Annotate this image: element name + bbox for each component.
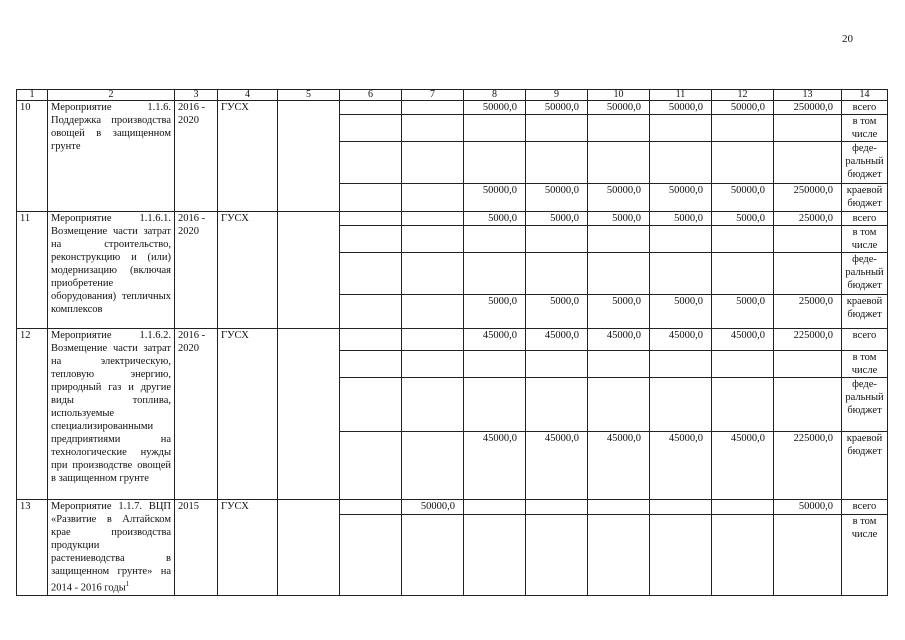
year-value: 50000,0 — [588, 184, 650, 212]
funding-source: в том числе — [842, 351, 888, 378]
year-value: 50000,0 — [464, 101, 526, 115]
year-value — [650, 351, 712, 378]
year-value — [712, 378, 774, 432]
year-value: 5000,0 — [526, 295, 588, 329]
year-value — [650, 514, 712, 595]
col6-cell — [340, 101, 402, 115]
year-value: 5000,0 — [526, 212, 588, 226]
year-value — [526, 514, 588, 595]
total-value — [774, 351, 842, 378]
col5-cell — [278, 500, 340, 596]
total-value: 25000,0 — [774, 212, 842, 226]
year-value: 5000,0 — [464, 295, 526, 329]
year-value: 5000,0 — [464, 212, 526, 226]
year-value — [526, 226, 588, 253]
col-header: 2 — [48, 90, 175, 101]
table-row — [17, 212, 888, 226]
col7-value — [402, 378, 464, 432]
funding-source: краевой бюджет — [842, 432, 888, 500]
col7-value — [402, 253, 464, 295]
footnote-marker: 1 — [125, 580, 130, 588]
col7-value — [402, 212, 464, 226]
year-value — [712, 142, 774, 184]
col-header: 5 — [278, 90, 340, 101]
funding-source: всего — [842, 101, 888, 115]
col-header: 7 — [402, 90, 464, 101]
col-header: 10 — [588, 90, 650, 101]
col7-value — [402, 226, 464, 253]
column-header-row — [17, 90, 888, 101]
measure-name — [48, 329, 175, 500]
year-value: 50000,0 — [464, 184, 526, 212]
funding-source: в том числе — [842, 115, 888, 142]
year-value — [650, 115, 712, 142]
year-value — [712, 514, 774, 595]
total-value: 250000,0 — [774, 101, 842, 115]
col5-cell — [278, 329, 340, 500]
measure-name — [48, 500, 175, 596]
col7-value — [402, 142, 464, 184]
year-value — [712, 226, 774, 253]
col6-cell — [340, 115, 402, 142]
year-value — [650, 500, 712, 515]
year-value — [464, 351, 526, 378]
year-value: 5000,0 — [712, 212, 774, 226]
year-value — [526, 500, 588, 515]
funding-source: в том числе — [842, 514, 888, 595]
year-value — [588, 115, 650, 142]
col-header: 4 — [218, 90, 278, 101]
year-value: 45000,0 — [650, 329, 712, 351]
year-value — [588, 500, 650, 515]
total-value: 25000,0 — [774, 295, 842, 329]
year-value — [650, 253, 712, 295]
period: 2016 - 2020 — [175, 329, 218, 500]
funding-source: краевой бюджет — [842, 184, 888, 212]
col6-cell — [340, 514, 402, 595]
year-value — [712, 253, 774, 295]
col5-cell — [278, 212, 340, 329]
year-value — [526, 115, 588, 142]
total-value — [774, 378, 842, 432]
total-value: 250000,0 — [774, 184, 842, 212]
col6-cell — [340, 378, 402, 432]
col6-cell — [340, 295, 402, 329]
funding-source: феде-ральный бюджет — [842, 378, 888, 432]
funding-source: всего — [842, 212, 888, 226]
executor: ГУСХ — [218, 212, 278, 329]
year-value — [588, 514, 650, 595]
col6-cell — [340, 142, 402, 184]
measure-name-text: Мероприятие 1.1.7. ВЦП «Развитие в Алтайском крае производства продукции растениеводства в защищенном грунте» на 2014 - 2016 годы — [51, 501, 171, 594]
year-value — [588, 351, 650, 378]
total-value — [774, 226, 842, 253]
funding-source: краевой бюджет — [842, 295, 888, 329]
col7-value — [402, 514, 464, 595]
program-table — [16, 89, 888, 596]
year-value — [588, 226, 650, 253]
col7-value — [402, 329, 464, 351]
funding-source: феде-ральный бюджет — [842, 142, 888, 184]
year-value — [526, 378, 588, 432]
row-number: 12 — [17, 329, 48, 500]
col-header: 13 — [774, 90, 842, 101]
year-value: 5000,0 — [650, 295, 712, 329]
year-value: 45000,0 — [464, 329, 526, 351]
total-value: 225000,0 — [774, 432, 842, 500]
year-value: 45000,0 — [526, 432, 588, 500]
year-value — [526, 351, 588, 378]
year-value: 45000,0 — [588, 329, 650, 351]
total-value: 225000,0 — [774, 329, 842, 351]
col-header: 3 — [175, 90, 218, 101]
row-number: 10 — [17, 101, 48, 212]
year-value — [464, 115, 526, 142]
year-value: 45000,0 — [526, 329, 588, 351]
col-header: 14 — [842, 90, 888, 101]
year-value: 50000,0 — [526, 184, 588, 212]
measure-name-text: Мероприятие 1.1.6.2. Возмещение части затрат на электрическую, тепловую энергию, природный газ и другие виды топлива, используемые специализированными предприятиями на технологические нужды при производстве овощей в защищенном грунте — [51, 330, 171, 484]
year-value — [650, 378, 712, 432]
col6-cell — [340, 212, 402, 226]
col7-value — [402, 115, 464, 142]
year-value — [464, 253, 526, 295]
executor: ГУСХ — [218, 500, 278, 596]
measure-name — [48, 212, 175, 329]
col7-value — [402, 351, 464, 378]
year-value: 50000,0 — [588, 101, 650, 115]
table-row — [17, 500, 888, 515]
funding-source: всего — [842, 500, 888, 515]
table-row — [17, 329, 888, 351]
year-value — [650, 142, 712, 184]
row-number: 13 — [17, 500, 48, 596]
year-value — [588, 253, 650, 295]
col-header: 9 — [526, 90, 588, 101]
total-value — [774, 253, 842, 295]
col5-cell — [278, 101, 340, 212]
year-value — [526, 142, 588, 184]
total-value — [774, 514, 842, 595]
year-value — [712, 115, 774, 142]
year-value — [464, 500, 526, 515]
col-header: 1 — [17, 90, 48, 101]
col6-cell — [340, 329, 402, 351]
col7-value — [402, 184, 464, 212]
year-value: 5000,0 — [588, 212, 650, 226]
year-value — [588, 142, 650, 184]
col-header: 12 — [712, 90, 774, 101]
row-number: 11 — [17, 212, 48, 329]
year-value: 45000,0 — [650, 432, 712, 500]
year-value: 45000,0 — [712, 329, 774, 351]
table-row — [17, 101, 888, 115]
col7-value: 50000,0 — [402, 500, 464, 515]
year-value: 45000,0 — [464, 432, 526, 500]
executor: ГУСХ — [218, 101, 278, 212]
year-value — [464, 378, 526, 432]
year-value: 5000,0 — [712, 295, 774, 329]
year-value — [588, 378, 650, 432]
col6-cell — [340, 351, 402, 378]
funding-source: всего — [842, 329, 888, 351]
total-value: 50000,0 — [774, 500, 842, 515]
period: 2015 — [175, 500, 218, 596]
year-value — [526, 253, 588, 295]
page-number: 20 — [842, 33, 853, 45]
col7-value — [402, 101, 464, 115]
year-value: 50000,0 — [650, 101, 712, 115]
funding-source: в том числе — [842, 226, 888, 253]
col6-cell — [340, 253, 402, 295]
col-header: 8 — [464, 90, 526, 101]
col6-cell — [340, 184, 402, 212]
col7-value — [402, 295, 464, 329]
year-value: 50000,0 — [650, 184, 712, 212]
year-value: 50000,0 — [526, 101, 588, 115]
measure-name — [48, 101, 175, 212]
year-value: 50000,0 — [712, 101, 774, 115]
year-value — [464, 142, 526, 184]
year-value: 5000,0 — [650, 212, 712, 226]
year-value: 50000,0 — [712, 184, 774, 212]
col6-cell — [340, 500, 402, 515]
executor: ГУСХ — [218, 329, 278, 500]
col6-cell — [340, 226, 402, 253]
year-value — [650, 226, 712, 253]
col-header: 11 — [650, 90, 712, 101]
funding-source: феде-ральный бюджет — [842, 253, 888, 295]
period: 2016 - 2020 — [175, 101, 218, 212]
total-value — [774, 115, 842, 142]
col6-cell — [340, 432, 402, 500]
col7-value — [402, 432, 464, 500]
year-value — [712, 351, 774, 378]
measure-name-text: Мероприятие 1.1.6. Поддержка производства овощей в защищенном грунте — [51, 102, 171, 152]
measure-name-text: Мероприятие 1.1.6.1. Возмещение части затрат на строительство, реконструкцию и (или) модернизацию (включая приобретение оборудования) тепличных комплексов — [51, 213, 171, 315]
year-value — [464, 226, 526, 253]
year-value: 45000,0 — [712, 432, 774, 500]
period: 2016 - 2020 — [175, 212, 218, 329]
col-header: 6 — [340, 90, 402, 101]
year-value: 5000,0 — [588, 295, 650, 329]
year-value: 45000,0 — [588, 432, 650, 500]
year-value — [464, 514, 526, 595]
total-value — [774, 142, 842, 184]
year-value — [712, 500, 774, 515]
